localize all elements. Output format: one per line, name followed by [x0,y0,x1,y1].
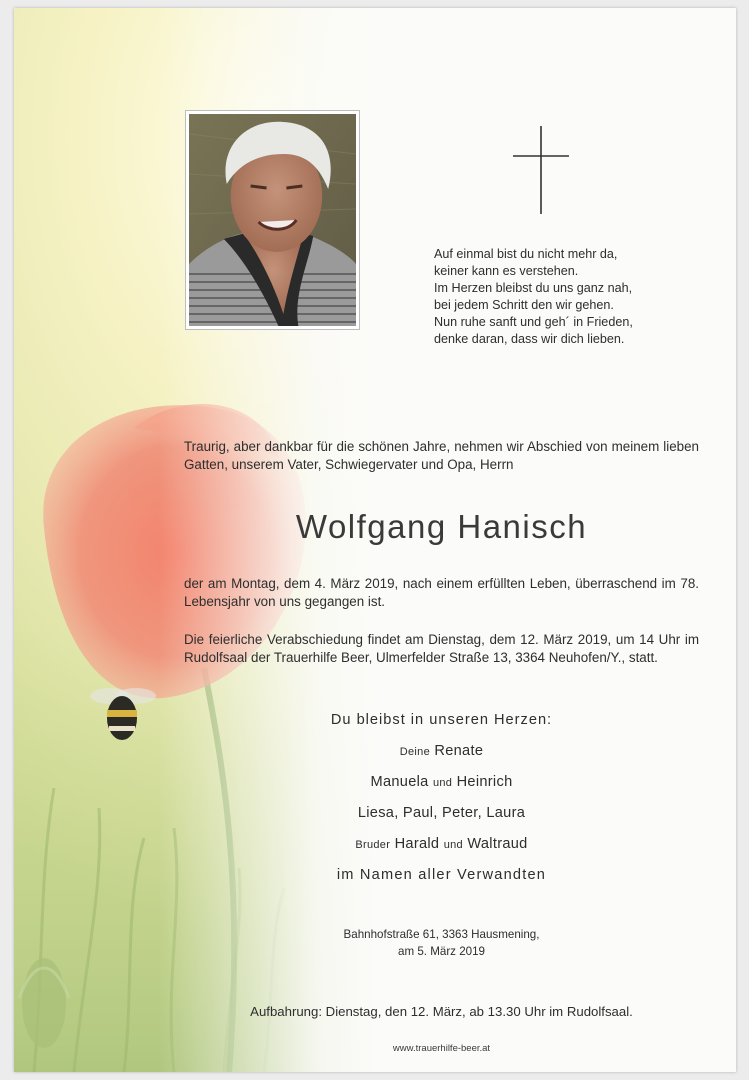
poem-line: Im Herzen bleibst du uns ganz nah, [434,281,633,295]
viewing-info: Aufbahrung: Dienstag, den 12. März, ab 13.30 Uhr im Rudolfsaal. [250,1004,633,1019]
poem-line: keiner kann es verstehen. [434,264,579,278]
poem-line: bei jedem Schritt den wir gehen. [434,298,614,312]
mourner-relation: Bruder [355,839,391,851]
mourners-list [184,705,699,891]
mourner-line: Liesa, Paul, Peter, Laura [357,805,526,821]
mourner-conjunction: und [432,777,453,789]
mourner-name: Harald [394,836,440,852]
portrait-photo [185,110,360,330]
memorial-poem [434,246,704,348]
death-notice-text: der am Montag, dem 4. März 2019, nach einem erfüllten Leben, überraschend im 78. Lebensjahr von uns gegangen ist. [184,576,699,609]
address-block [184,926,699,960]
mourner-line [184,829,699,860]
mourner-name: Waltraud [467,836,528,852]
mourner-conjunction: und [443,839,463,851]
mourner-line [184,736,699,767]
obituary-page [14,8,736,1072]
deceased-name: Wolfgang Hanisch [295,508,588,545]
mourners-closing: im Namen aller Verwandten [336,867,547,883]
poem-line: Auf einmal bist du nicht mehr da, [434,247,618,261]
mourners-heading: Du bleibst in unseren Herzen: [330,712,553,728]
mourner-line [184,767,699,798]
website-footer: www.trauerhilfe-beer.at [392,1043,491,1054]
poem-line: denke daran, dass wir dich lieben. [434,332,625,346]
mourner-relation: Deine [399,746,431,758]
poem-line: Nun ruhe sanft und geh´ in Frieden, [434,315,633,329]
intro-text: Traurig, aber dankbar für die schönen Jahre, nehmen wir Abschied von meinem lieben Gatten, unserem Vater, Schwiegervater und Opa, Herrn [184,439,699,472]
funeral-service-text: Die feierliche Verabschiedung findet am Dienstag, dem 12. März 2019, um 14 Uhr im Rudolfsaal der Trauerhilfe Beer, Ulmerfelder Straße 13, 3364 Neuhofen/Y., statt. [184,632,699,665]
mourner-name: Heinrich [456,774,513,790]
mourner-name: Manuela [370,774,429,790]
mourner-name: Renate [434,743,484,759]
address-date: am 5. März 2019 [398,945,485,958]
address-street: Bahnhofstraße 61, 3363 Hausmening, [343,928,540,941]
cross-icon [513,126,569,214]
